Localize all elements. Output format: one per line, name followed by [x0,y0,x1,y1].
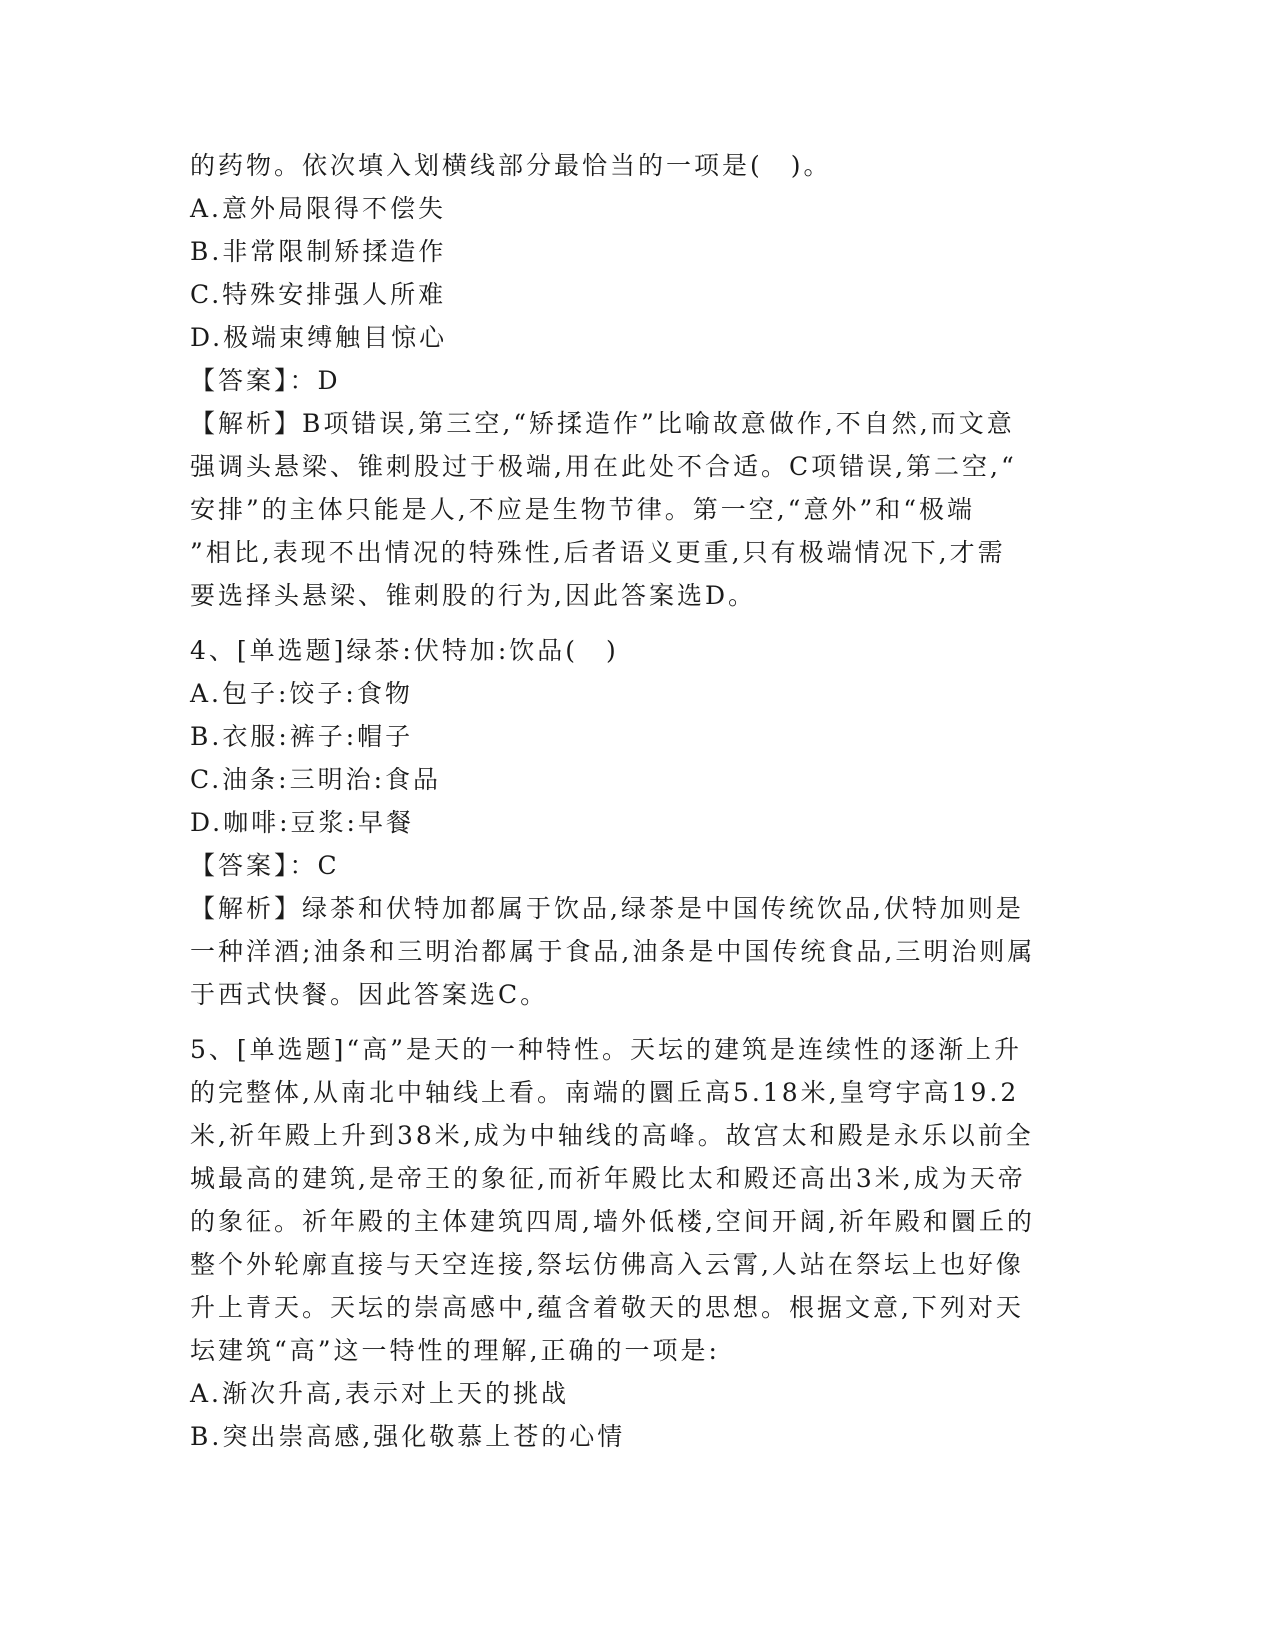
paragraph-gap [190,1016,1090,1028]
q5-stem-line: 升上青天。天坛的崇高感中,蕴含着敬天的思想。根据文意,下列对天 [190,1293,1024,1322]
q5-option-b: B.突出崇高感,强化敬慕上苍的心情 [190,1422,626,1451]
q3-analysis-line: ”相比,表现不出情况的特殊性,后者语义更重,只有极端情况下,才需 [190,538,1006,567]
q3-analysis-line: 要选择头悬梁、锥刺股的行为,因此答案选D。 [190,581,756,610]
q3-option-d: D.极端束缚触目惊心 [190,323,448,352]
q4-stem: 4、[单选题]绿茶:伏特加:饮品( ) [190,636,619,665]
q4-option-b: B.衣服:裤子:帽子 [190,722,414,751]
q5-stem-line: 米,祈年殿上升到38米,成为中轴线的高峰。故宫太和殿是永乐以前全 [190,1121,1034,1150]
q3-answer: 【答案】：D [190,366,341,395]
q3-option-a: A.意外局限得不偿失 [190,194,447,223]
q5-stem-line: 坛建筑“高”这一特性的理解,正确的一项是: [190,1336,720,1365]
q4-answer: 【答案】：C [190,851,340,880]
q3-analysis-line: 【解析】B项错误,第三空,“矫揉造作”比喻故意做作,不自然,而文意 [190,409,1015,438]
q5-stem-line: 的完整体,从南北中轴线上看。南端的圜丘高5.18米,皇穹宇高19.2 [190,1078,1020,1107]
q4-analysis-line: 【解析】绿茶和伏特加都属于饮品,绿茶是中国传统饮品,伏特加则是 [190,894,1024,923]
q4-analysis-line: 于西式快餐。因此答案选C。 [190,980,549,1009]
q5-stem-line: 城最高的建筑,是帝王的象征,而祈年殿比太和殿还高出3米,成为天帝 [190,1164,1026,1193]
q5-option-a: A.渐次升高,表示对上天的挑战 [190,1379,569,1408]
q4-analysis-line: 一种洋酒;油条和三明治都属于食品,油条是中国传统食品,三明治则属 [190,937,1036,966]
document-page [190,144,1090,1458]
q3-option-c: C.特殊安排强人所难 [190,280,447,309]
q3-analysis-line: 安排”的主体只能是人,不应是生物节律。第一空,“意外”和“极端 [190,495,976,524]
q4-option-d: D.咖啡:豆浆:早餐 [190,808,414,837]
q5-stem-line: 的象征。祈年殿的主体建筑四周,墙外低楼,空间开阔,祈年殿和圜丘的 [190,1207,1035,1236]
paragraph-gap [190,617,1090,629]
q5-stem-line: 整个外轮廓直接与天空连接,祭坛仿佛高入云霄,人站在祭坛上也好像 [190,1250,1024,1279]
q4-option-a: A.包子:饺子:食物 [190,679,413,708]
q3-analysis-line: 强调头悬梁、锥刺股过于极端,用在此处不合适。C项错误,第二空,“ [190,452,1017,481]
q5-stem-line: 5、[单选题]“高”是天的一种特性。天坛的建筑是连续性的逐渐上升 [190,1035,1022,1064]
q3-stem-tail: 的药物。依次填入划横线部分最恰当的一项是( )。 [190,151,832,180]
q3-option-b: B.非常限制矫揉造作 [190,237,447,266]
q4-option-c: C.油条:三明治:食品 [190,765,442,794]
